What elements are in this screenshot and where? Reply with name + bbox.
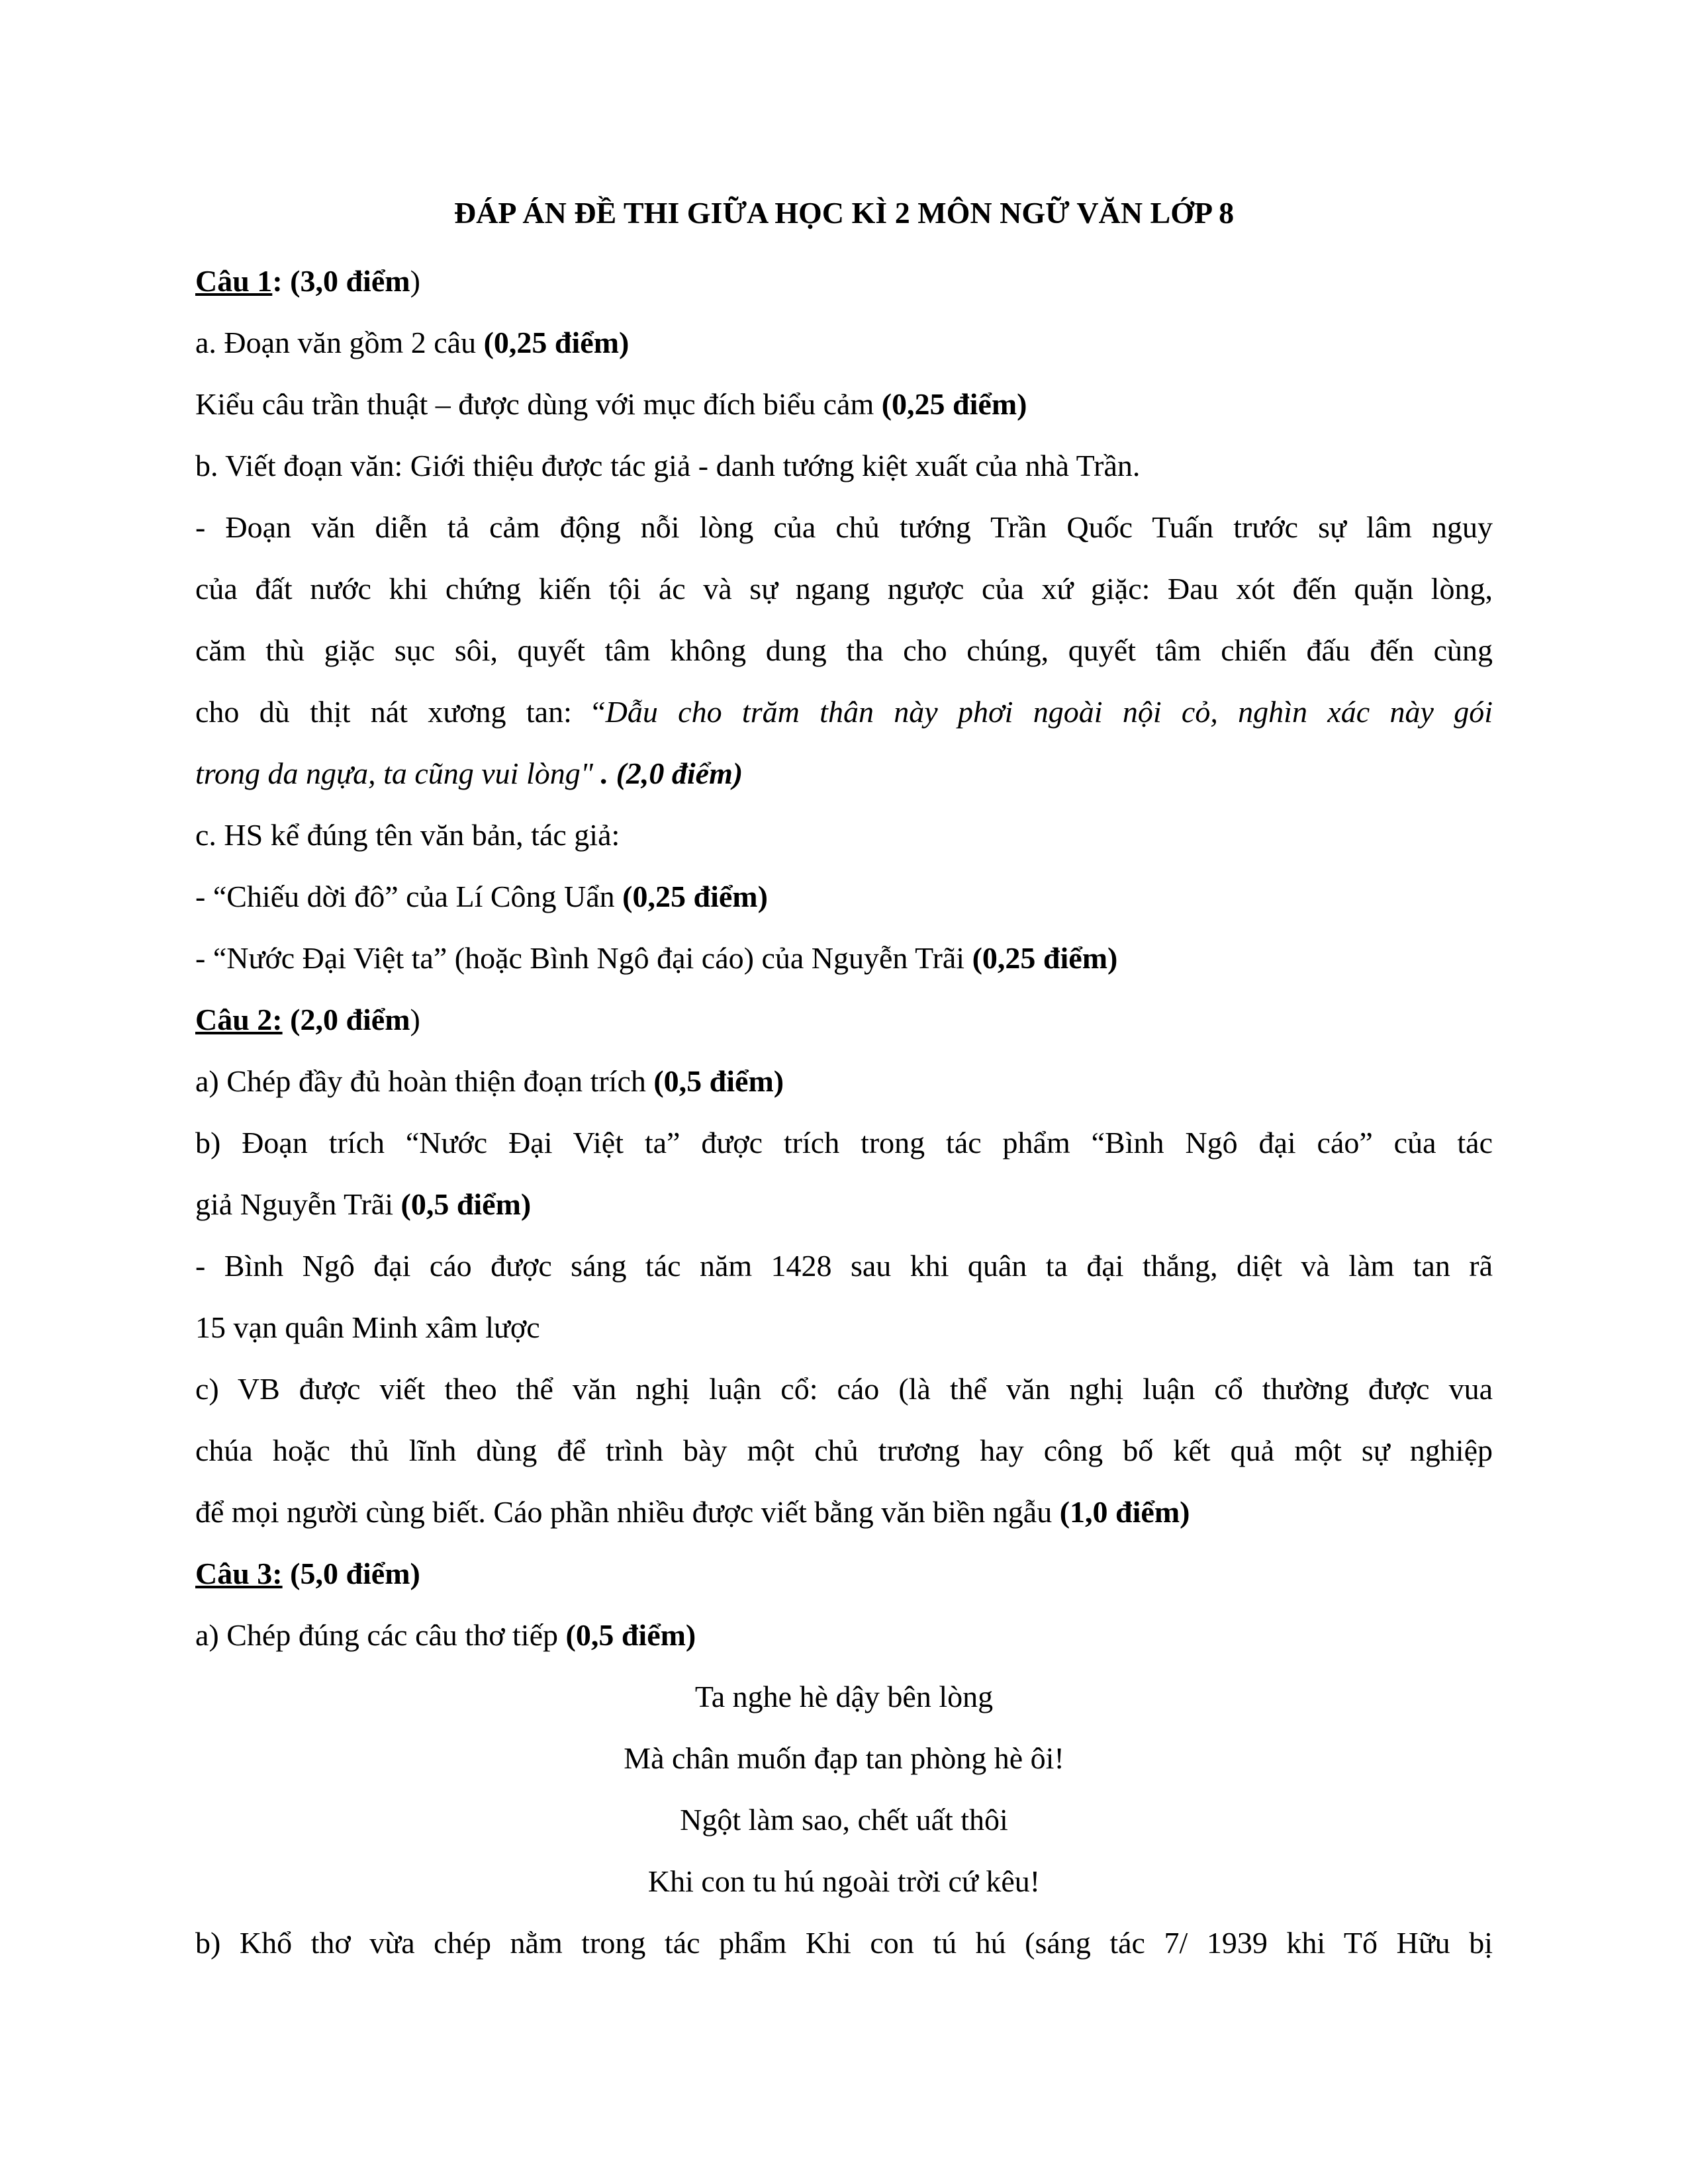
q2-a-line (195, 1050, 1493, 1112)
poem-line: Khi con tu hú ngoài trời cứ kêu! (647, 1864, 1041, 1898)
q1-points: (3,0 điểm (290, 264, 410, 298)
q2-b-points: (0,5 điểm) (400, 1187, 532, 1221)
q3-a-points: (0,5 điểm) (565, 1618, 696, 1652)
q1-b-paragraph-line-4 (195, 681, 1493, 743)
q1-b-paragraph-line-2: của đất nước khi chứng kiến tội ác và sự ngang ngược của xứ giặc: Đau xót đến quặn lòng, (195, 572, 1493, 606)
q1-b-line: b. Viết đoạn văn: Giới thiệu được tác giả - danh tướng kiệt xuất của nhà Trần. (195, 449, 1141, 482)
q2-heading: Câu 2: (195, 1003, 283, 1036)
q1-a2-text: Kiểu câu trần thuật – được dùng với mục đích biểu cảm (195, 387, 882, 421)
answer-body (195, 250, 1493, 1974)
q3-a-text: a) Chép đúng các câu thơ tiếp (195, 1618, 566, 1652)
q2-points: (2,0 điểm (282, 1003, 410, 1036)
q2-b-line-2-text: giả Nguyễn Trãi (195, 1187, 401, 1221)
q2-c-line-1: c) VB được viết theo thể văn nghị luận cổ: cáo (là thể văn nghị luận cổ thường được vua (195, 1372, 1493, 1406)
q1-a-points: (0,25 điểm) (483, 326, 630, 359)
q1-a2-line (195, 373, 1493, 435)
q2-c-line-3-text: để mọi người cùng biết. Cáo phần nhiều được viết bằng văn biền ngẫu (195, 1495, 1060, 1529)
q1-c-line: c. HS kể đúng tên văn bản, tác giả: (195, 818, 620, 852)
q2-c-line-2: chúa hoặc thủ lĩnh dùng để trình bày một chủ trương hay công bố kết quả một sự nghiệp (195, 1433, 1493, 1467)
q1-c-item-1-points: (0,25 điểm) (622, 880, 768, 913)
q1-heading: Câu 1 (195, 264, 273, 298)
q1-b-paragraph-line-3: căm thù giặc sục sôi, quyết tâm không dung tha cho chúng, quyết tâm chiến đấu đến cùng (195, 633, 1493, 667)
q1-b-quote-part-1: Dẫu cho trăm thân này phơi ngoài nội cỏ, nghìn xác này gói (605, 695, 1493, 729)
q2-a-points: (0,5 điểm) (653, 1064, 784, 1098)
q1-a2-points: (0,25 điểm) (881, 387, 1027, 421)
q1-c-item-1-text: - “Chiếu dời đô” của Lí Công Uẩn (195, 880, 623, 913)
q2-b-line-2 (195, 1173, 1493, 1235)
q1-c-item-1 (195, 866, 1493, 927)
q3-b-line-1: b) Khổ thơ vừa chép nằm trong tác phẩm Khi con tú hú (sáng tác 7/ 1939 khi Tố Hữu bị (195, 1926, 1493, 1960)
poem-line: Mà chân muốn đạp tan phòng hè ôi! (624, 1741, 1064, 1775)
q2-c-points: (1,0 điểm) (1059, 1495, 1190, 1529)
q1-a-line (195, 312, 1493, 373)
q3-heading-line (195, 1543, 1493, 1604)
q1-c-item-2 (195, 927, 1493, 989)
q3-a-line (195, 1604, 1493, 1666)
q3-heading: Câu 3: (195, 1557, 283, 1590)
q2-b-line-3: - Bình Ngô đại cáo được sáng tác năm 1428 sau khi quân ta đại thắng, diệt và làm tan rã (195, 1249, 1493, 1283)
q3-points: (5,0 điểm) (282, 1557, 420, 1590)
poem-line: Ngột làm sao, chết uất thôi (680, 1803, 1008, 1837)
q1-c-item-2-text: - “Nước Đại Việt ta” (hoặc Bình Ngô đại cáo) của Nguyễn Trãi (195, 941, 972, 975)
q2-heading-line (195, 989, 1493, 1050)
q1-close: ) (410, 264, 420, 298)
q1-b-line-4-plain: cho dù thịt nát xương tan: “ (195, 695, 606, 729)
q2-c-line-3 (195, 1481, 1493, 1543)
poem-line: Ta nghe hè dậy bên lòng (694, 1680, 994, 1713)
q2-a-text: a) Chép đầy đủ hoàn thiện đoạn trích (195, 1064, 654, 1098)
q1-heading-line (195, 250, 1493, 312)
q1-b-quote-part-2: trong da ngựa, ta cũng vui lòng" (195, 756, 594, 790)
q2-close: ) (410, 1003, 420, 1036)
q1-b-points: . (2,0 điểm) (593, 756, 743, 790)
page-title: ĐÁP ÁN ĐỀ THI GIỮA HỌC KÌ 2 MÔN NGỮ VĂN LỚP 8 (453, 196, 1235, 230)
q1-b-paragraph-line-1: - Đoạn văn diễn tả cảm động nỗi lòng của chủ tướng Trần Quốc Tuấn trước sự lâm nguy (195, 510, 1493, 544)
q1-c-item-2-points: (0,25 điểm) (972, 941, 1118, 975)
q1-a-text: a. Đoạn văn gồm 2 câu (195, 326, 484, 359)
q2-b-line-1: b) Đoạn trích “Nước Đại Việt ta” được trích trong tác phẩm “Bình Ngô đại cáo” của tác (195, 1126, 1493, 1160)
q2-b-line-4: 15 vạn quân Minh xâm lược (195, 1310, 540, 1344)
q1-colon: : (272, 264, 283, 298)
q1-b-paragraph-line-5 (195, 743, 1493, 804)
